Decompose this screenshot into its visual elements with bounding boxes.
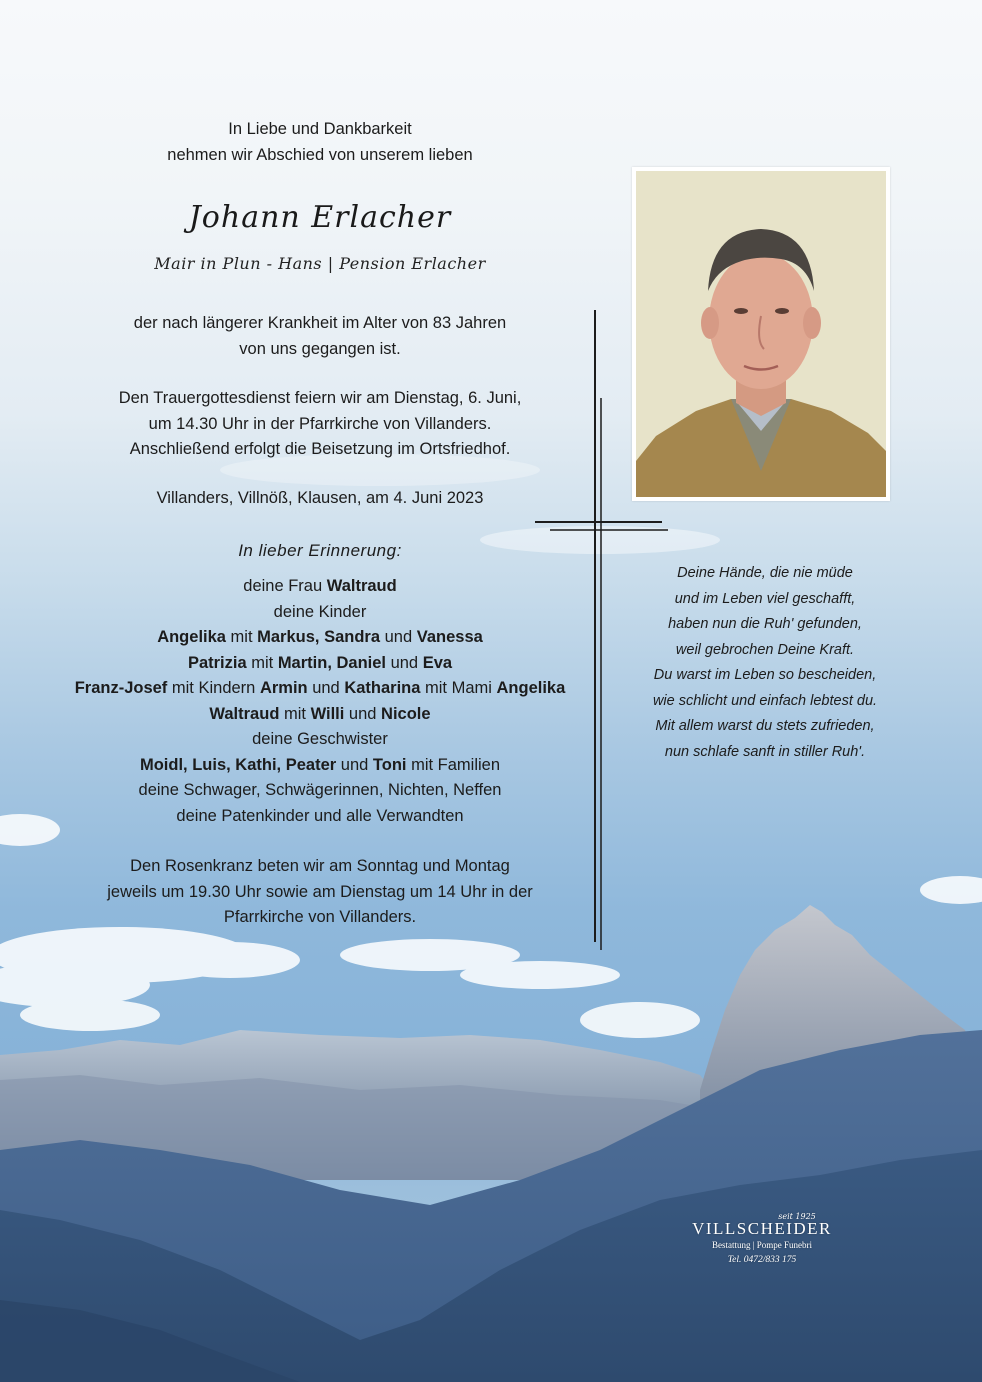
poem — [636, 561, 894, 765]
family-line — [30, 727, 610, 753]
family-text: deine Schwager, Schwägerinnen, Nichten, Neffen — [138, 781, 502, 799]
family-line — [30, 778, 610, 804]
family-name: Katharina — [344, 679, 421, 697]
intro-text — [30, 117, 610, 168]
poem-line: weil gebrochen Deine Kraft. — [675, 641, 855, 658]
family-name: Markus, Sandra — [257, 628, 381, 646]
poem-line: Du warst im Leben so bescheiden, — [653, 667, 877, 683]
family-line — [30, 753, 610, 779]
family-name: Angelika — [496, 679, 566, 697]
announcement-line: der nach längerer Krankheit im Alter von 83 Jahren — [133, 314, 507, 332]
family-text: mit Kindern — [167, 679, 260, 697]
family-name: Waltraud — [209, 704, 280, 723]
family-name: Willi — [310, 704, 345, 723]
family-name: Franz-Josef — [74, 679, 168, 697]
family-text: deine Frau — [243, 577, 327, 595]
family-name: Vanessa — [416, 628, 483, 646]
poem-line: Mit allem warst du stets zufrieden, — [655, 718, 875, 734]
place-date: Villanders, Villnöß, Klausen, am 4. Juni 2023 — [156, 489, 484, 507]
intro-line: nehmen wir Abschied von unserem lieben — [167, 145, 473, 164]
poem-line: wie schlicht und einfach lebtest du. — [652, 692, 878, 709]
poem-line: und im Leben viel geschafft, — [674, 590, 856, 607]
family-name: Patrizia — [187, 653, 247, 672]
funeral-line: Anschließend erfolgt die Beisetzung im Ortsfriedhof. — [129, 440, 511, 458]
family-text: und — [380, 628, 417, 646]
family-line — [30, 676, 610, 702]
memory-title: In lieber Erinnerung: — [238, 541, 402, 560]
rosary-line: Pfarrkirche von Villanders. — [223, 908, 417, 926]
funeral-line: um 14.30 Uhr in der Pfarrkirche von Villanders. — [148, 414, 492, 433]
rosary-line: Den Rosenkranz beten wir am Sonntag und Montag — [130, 857, 510, 875]
rosary-text — [30, 854, 610, 931]
family-name: Moidl, Luis, Kathi, Peater — [139, 755, 337, 774]
family-line — [30, 702, 610, 728]
logo-subtitle: Bestattung | Pompe Funebri — [711, 1240, 813, 1250]
poem-line: Deine Hände, die nie müde — [677, 565, 853, 581]
funeral-text — [30, 386, 610, 463]
family-text: deine Kinder — [273, 602, 367, 621]
family-text: mit — [246, 653, 278, 672]
family-line — [30, 625, 610, 651]
place-date-text — [30, 486, 610, 512]
family-name: Nicole — [381, 704, 431, 723]
logo-since: seit 1925 — [778, 1212, 816, 1221]
logo-phone: Tel. 0472/833 175 — [727, 1255, 797, 1265]
family-name: Angelika — [157, 628, 226, 646]
poem-line: nun schlafe sanft in stiller Ruh'. — [664, 743, 866, 760]
portrait-photo — [636, 171, 886, 497]
poem-line: haben nun die Ruh' gefunden, — [668, 616, 862, 632]
family-name: Toni — [372, 755, 407, 774]
family-line — [30, 651, 610, 677]
family-text: und — [336, 755, 373, 774]
family-line — [30, 574, 610, 600]
family-name: Armin — [259, 679, 308, 697]
family-text: und — [307, 679, 345, 697]
funeral-line: Den Trauergottesdienst feiern wir am Dienstag, 6. Juni, — [118, 389, 522, 407]
family-text: deine Patenkinder und alle Verwandten — [176, 806, 464, 825]
deceased-nickname: Mair in Plun - Hans | Pension Erlacher — [154, 254, 486, 273]
family-list — [30, 574, 610, 829]
logo-brand: VILLSCHEIDER — [692, 1219, 832, 1238]
family-text: und — [386, 653, 423, 672]
announcement-text — [30, 311, 610, 362]
family-name: Eva — [422, 653, 453, 672]
deceased-name: Johann Erlacher — [188, 200, 452, 235]
family-name: Waltraud — [326, 577, 397, 595]
family-text: und — [344, 704, 382, 723]
family-text: mit Familien — [406, 755, 501, 774]
family-text: deine Geschwister — [252, 730, 388, 748]
family-text: mit — [279, 704, 311, 723]
rosary-line: jeweils um 19.30 Uhr sowie am Dienstag um 14 Uhr in der — [107, 882, 533, 901]
family-text: mit — [225, 628, 258, 646]
family-line — [30, 600, 610, 626]
family-text: mit Mami — [420, 679, 497, 697]
intro-line: In Liebe und Dankbarkeit — [228, 120, 412, 138]
funeral-home-logo — [672, 1212, 852, 1265]
announcement-line: von uns gegangen ist. — [239, 339, 401, 358]
family-name: Martin, Daniel — [277, 653, 386, 672]
family-line — [30, 804, 610, 830]
portrait-photo-frame — [632, 167, 890, 501]
